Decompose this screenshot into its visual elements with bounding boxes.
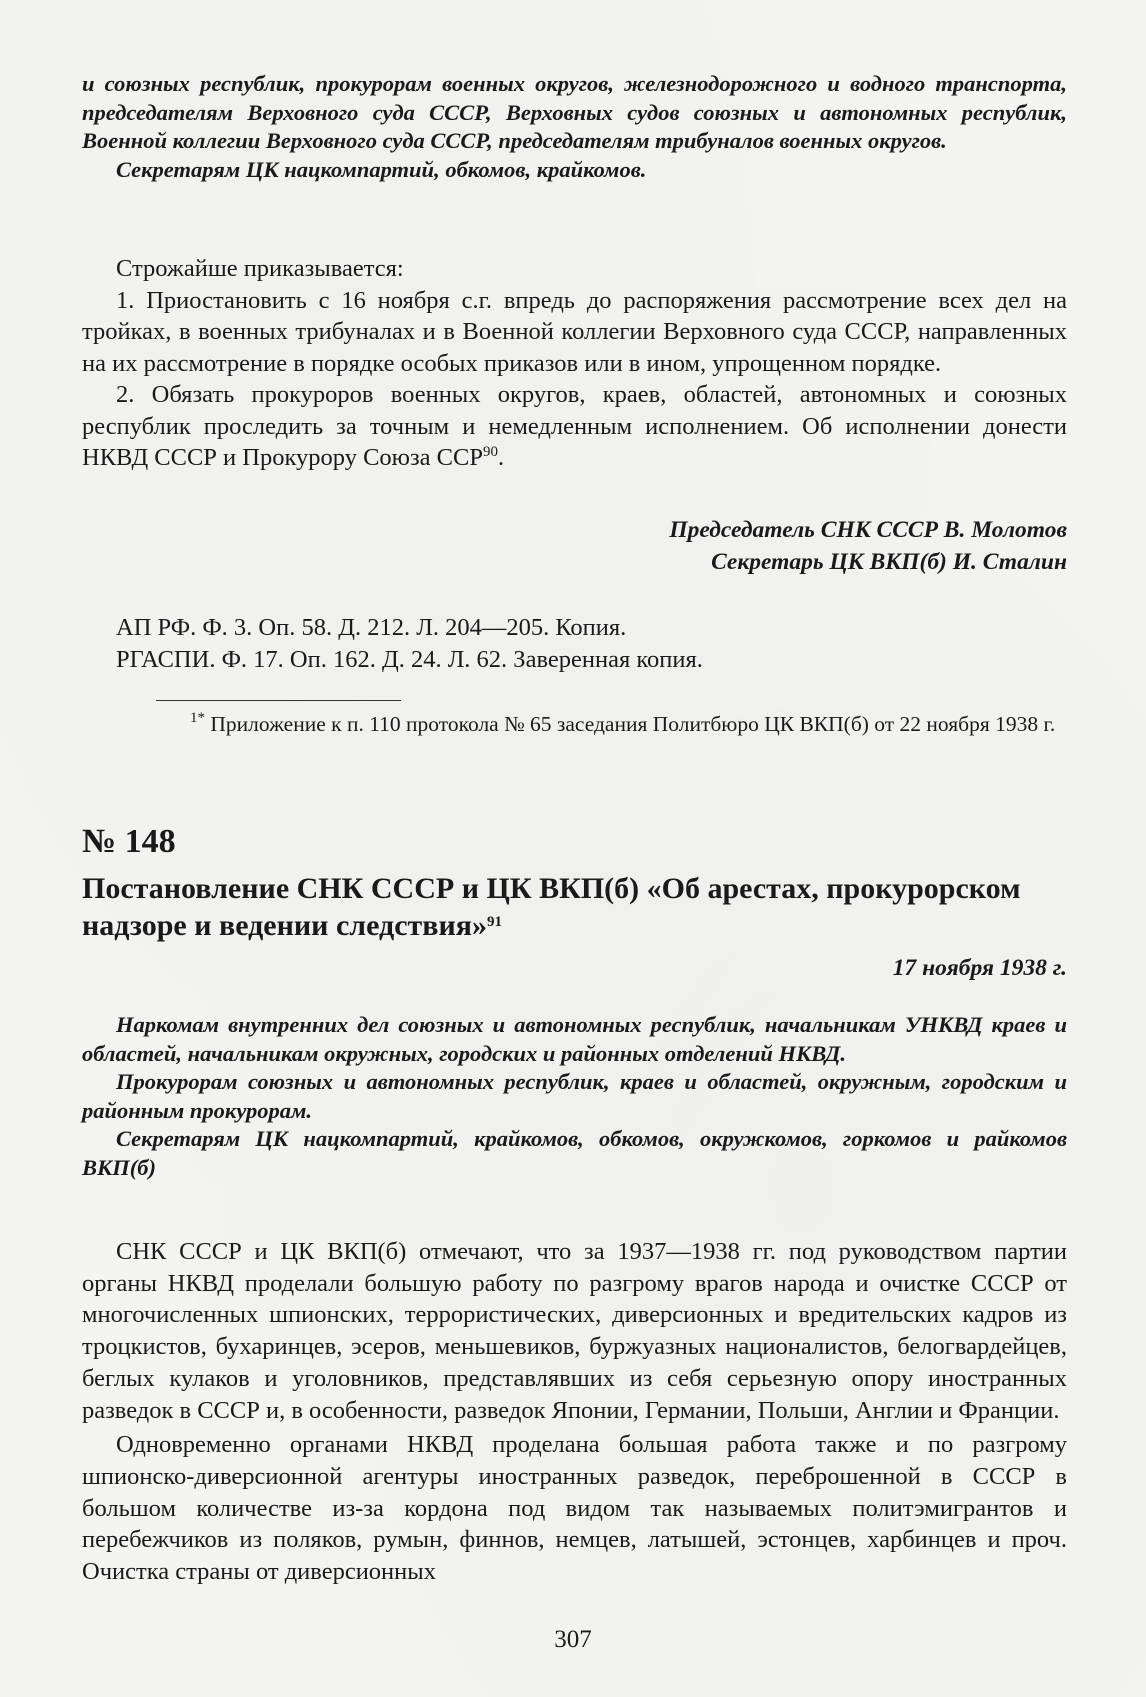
document-title-text: Постановление СНК СССР и ЦК ВКП(б) «Об арестах, прокурорском надзоре и ведении следствия» bbox=[82, 872, 1021, 942]
archive-references bbox=[82, 612, 1067, 675]
signature-block bbox=[82, 515, 1067, 578]
signature-stalin: Секретарь ЦК ВКП(б) И. Сталин bbox=[711, 548, 1067, 575]
footnote bbox=[156, 710, 1067, 739]
addressee-prosecutors: Прокурорам союзных и автономных республик, краев и областей, окружным, городским и районным прокурорам. bbox=[82, 1069, 1067, 1123]
addressee-prosecutors-courts: и союзных республик, прокурорам военных округов, железнодорожного и водного транспорта, председателям Верховного суда СССР, Верховных судов союзных и автономных республик, Военной коллегии Верховного суда СССР, председателям трибуналов военных округов. bbox=[82, 71, 1067, 153]
order-item-2-text: 2. Обязать прокуроров военных округов, краев, областей, автономных и союзных республик проследить за точным и немедленным исполнением. Об исполнении донести НКВД СССР и Прокурору Союза ССР bbox=[82, 381, 1067, 471]
signature-molotov: Председатель СНК СССР В. Молотов bbox=[669, 517, 1067, 543]
archive-ref-1: АП РФ. Ф. 3. Оп. 58. Д. 212. Л. 204—205. Копия. bbox=[116, 614, 627, 641]
footnote-marker: 1* bbox=[190, 710, 205, 726]
document-date-block bbox=[82, 955, 1067, 982]
addressee-block-continued bbox=[82, 70, 1067, 184]
order-body bbox=[82, 253, 1067, 474]
document-number: № 148 bbox=[82, 823, 176, 860]
footnote-ref-91: 91 bbox=[486, 914, 502, 930]
footnote-divider bbox=[156, 700, 401, 701]
page-number: 307 bbox=[554, 1626, 592, 1653]
document-148-header bbox=[82, 822, 1067, 862]
document-title bbox=[82, 870, 1067, 944]
document-148-title-block bbox=[82, 870, 1067, 944]
order-item-2 bbox=[82, 379, 1067, 474]
order-preamble: Строжайше приказывается: bbox=[116, 255, 404, 282]
body-paragraph-2: Одновременно органами НКВД проделана большая работа также и по разгрому шпионско-диверсионной агентуры иностранных разведок, переброшенной в СССР в большом количестве из-за кордона под видом так называемых политэмигрантов и перебежчиков из поляков, румын, финнов, немцев, латышей, эстонцев, харбинцев и проч. Очистка страны от диверсионных bbox=[82, 1431, 1067, 1586]
footnote-text: Приложение к п. 110 протокола № 65 заседания Политбюро ЦК ВКП(б) от 22 ноября 1938 г. bbox=[205, 712, 1056, 736]
addressee-party-secretaries: Секретарям ЦК нацкомпартий, обкомов, крайкомов. bbox=[116, 156, 647, 182]
footnote-ref-90: 90 bbox=[482, 444, 498, 460]
addressee-secretaries: Секретарям ЦК нацкомпартий, крайкомов, обкомов, окружкомов, горкомов и райкомов ВКП(б) bbox=[82, 1126, 1067, 1180]
document-date: 17 ноября 1938 г. bbox=[892, 955, 1067, 981]
order-item-1: 1. Приостановить с 16 ноября с.г. впредь до распоряжения рассмотрение всех дел на тройках, в военных трибуналах и в Военной коллегии Верховного суда СССР, направленных на их рассмотрение в порядке особых приказов или в ином, упрощенном порядке. bbox=[82, 286, 1067, 377]
archive-ref-2: РГАСПИ. Ф. 17. Оп. 162. Д. 24. Л. 62. Заверенная копия. bbox=[116, 645, 703, 673]
addressee-block bbox=[82, 1011, 1067, 1182]
document-148-body bbox=[82, 1236, 1067, 1588]
order-item-2-end: . bbox=[497, 444, 505, 471]
body-paragraph-1: СНК СССР и ЦК ВКП(б) отмечают, что за 1937—1938 гг. под руководством партии органы НКВД проделали большую работу по разгрому врагов народа и очистке СССР от многочисленных шпионских, террористических, диверсионных и вредительских кадров из троцкистов, бухаринцев, эсеров, меньшевиков, буржуазных националистов, белогвардейцев, беглых кулаков и уголовников, представлявших из себя серьезную опору иностранных разведок в СССР и, в особенности, разведок Японии, Германии, Польши, Англии и Франции. bbox=[82, 1238, 1067, 1424]
addressee-nkvd: Наркомам внутренних дел союзных и автономных республик, начальникам УНКВД краев и областей, начальникам окружных, городских и районных отделений НКВД. bbox=[82, 1012, 1067, 1066]
